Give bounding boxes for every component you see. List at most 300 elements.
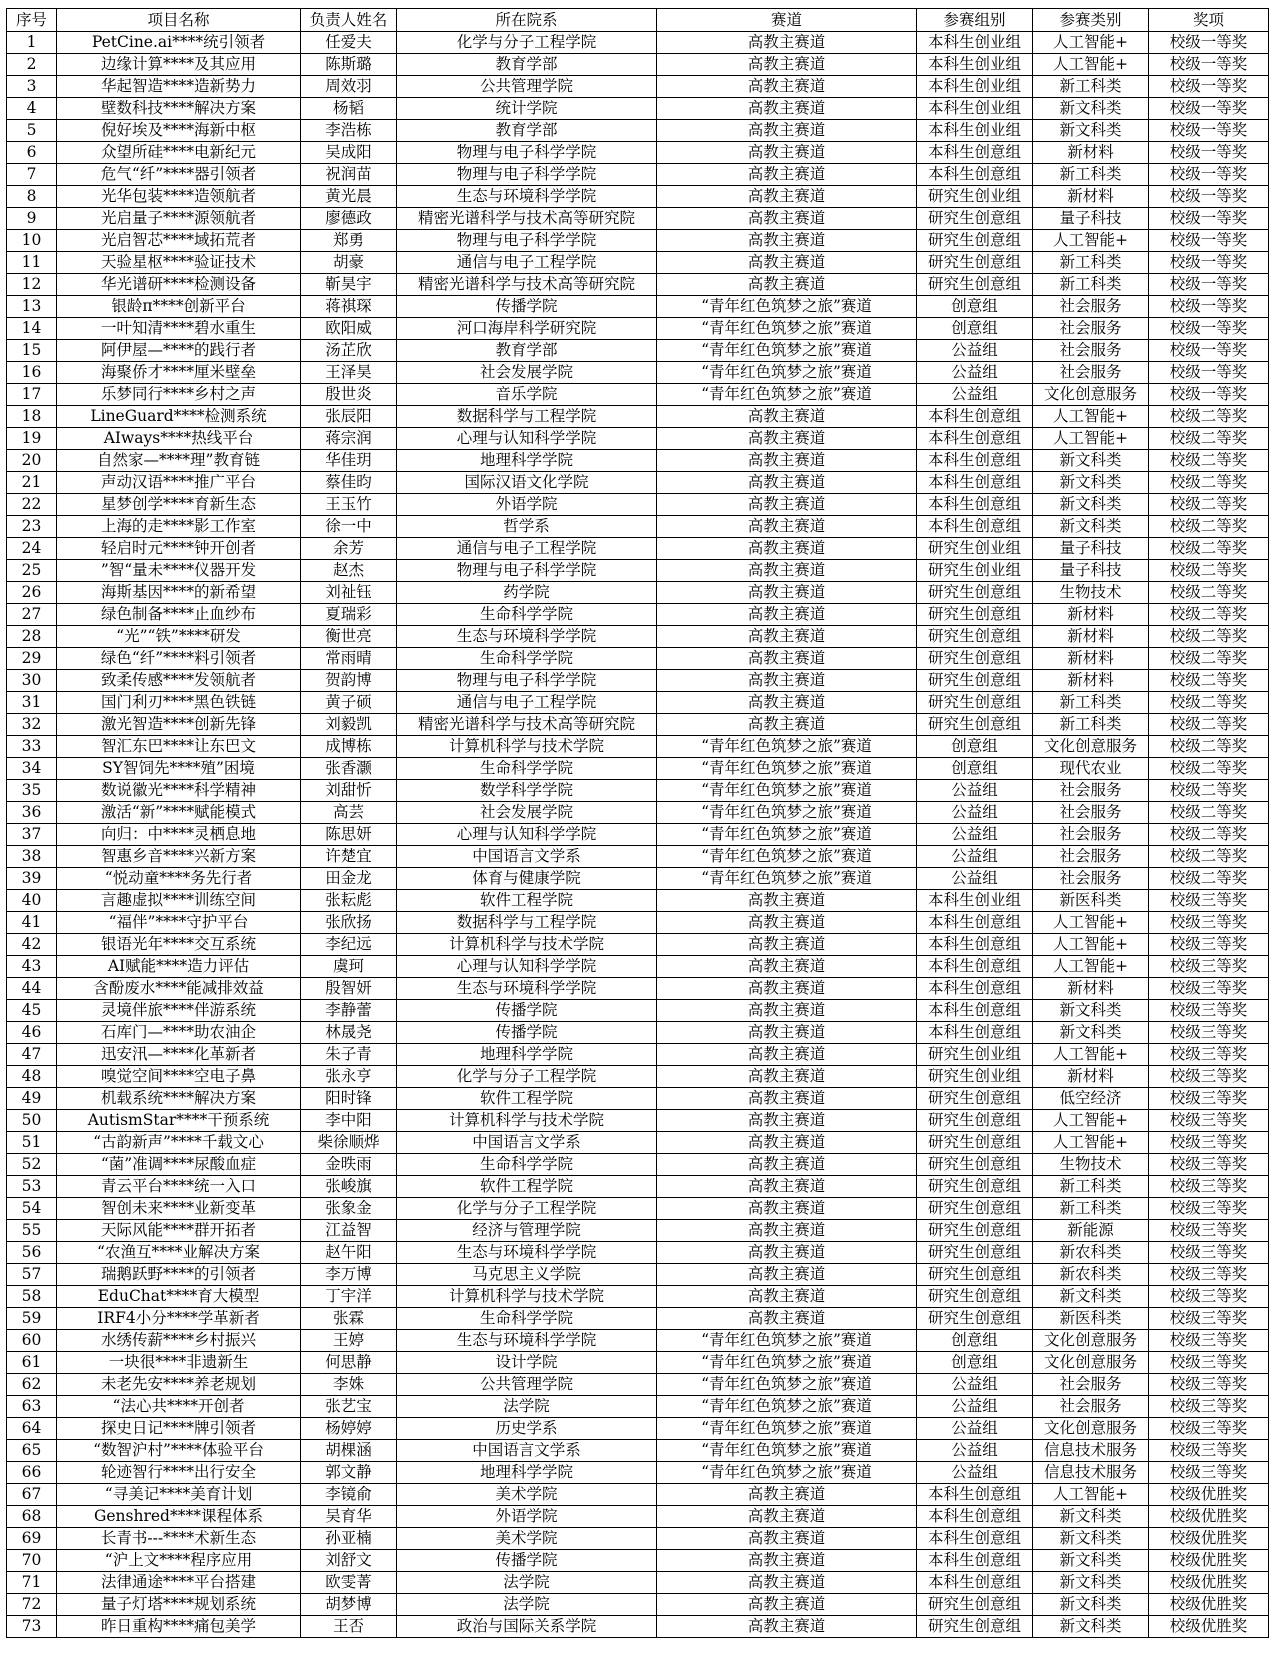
cell-award: 校级二等奖: [1149, 450, 1269, 472]
cell-category: 新材料: [1033, 648, 1149, 670]
cell-department: 美术学院: [397, 1484, 657, 1506]
cell-department: 软件工程学院: [397, 890, 657, 912]
cell-department: 计算机科学与技术学院: [397, 736, 657, 758]
cell-award: 校级一等奖: [1149, 164, 1269, 186]
cell-project-name: PetCine.ai****统引领者: [57, 32, 301, 54]
cell-index: 12: [7, 274, 57, 296]
award-table: [6, 8, 1269, 1638]
cell-group: 公益组: [917, 1440, 1033, 1462]
table-row: [7, 824, 1269, 846]
cell-track: 高教主赛道: [657, 252, 917, 274]
cell-leader: 王婷: [301, 1330, 397, 1352]
cell-index: 66: [7, 1462, 57, 1484]
cell-leader: 蔡佳昀: [301, 472, 397, 494]
cell-project-name: 向归：中****灵栖息地: [57, 824, 301, 846]
cell-group: 研究生创意组: [917, 670, 1033, 692]
cell-group: 研究生创业组: [917, 538, 1033, 560]
cell-index: 6: [7, 142, 57, 164]
cell-project-name: 绿色制备****止血纱布: [57, 604, 301, 626]
cell-award: 校级三等奖: [1149, 1220, 1269, 1242]
table-row: [7, 450, 1269, 472]
cell-group: 公益组: [917, 1374, 1033, 1396]
cell-leader: 李浩栋: [301, 120, 397, 142]
cell-leader: 胡豪: [301, 252, 397, 274]
cell-project-name: 银语光年****交互系统: [57, 934, 301, 956]
cell-leader: 成博栋: [301, 736, 397, 758]
cell-index: 14: [7, 318, 57, 340]
cell-track: 高教主赛道: [657, 1154, 917, 1176]
cell-project-name: 天验星枢****验证技术: [57, 252, 301, 274]
cell-track: 高教主赛道: [657, 934, 917, 956]
cell-group: 本科生创意组: [917, 1528, 1033, 1550]
cell-group: 本科生创意组: [917, 934, 1033, 956]
cell-category: 人工智能+: [1033, 406, 1149, 428]
cell-department: 通信与电子工程学院: [397, 538, 657, 560]
cell-track: 高教主赛道: [657, 274, 917, 296]
cell-leader: 廖德政: [301, 208, 397, 230]
cell-award: 校级二等奖: [1149, 802, 1269, 824]
cell-category: 新文科类: [1033, 1572, 1149, 1594]
cell-award: 校级三等奖: [1149, 1044, 1269, 1066]
cell-index: 69: [7, 1528, 57, 1550]
cell-index: 11: [7, 252, 57, 274]
cell-award: 校级一等奖: [1149, 230, 1269, 252]
table-row: [7, 1616, 1269, 1638]
header-track: 赛道: [657, 9, 917, 32]
table-row: [7, 670, 1269, 692]
cell-leader: 王否: [301, 1616, 397, 1638]
cell-track: “青年红色筑梦之旅”赛道: [657, 824, 917, 846]
cell-project-name: AutismStar****干预系统: [57, 1110, 301, 1132]
cell-track: 高教主赛道: [657, 1528, 917, 1550]
cell-index: 19: [7, 428, 57, 450]
cell-award: 校级一等奖: [1149, 120, 1269, 142]
cell-category: 新工科类: [1033, 692, 1149, 714]
cell-group: 研究生创意组: [917, 604, 1033, 626]
cell-leader: 张耘彪: [301, 890, 397, 912]
cell-project-name: 倪好埃及****海新中枢: [57, 120, 301, 142]
cell-group: 研究生创意组: [917, 1110, 1033, 1132]
cell-group: 本科生创意组: [917, 472, 1033, 494]
cell-project-name: 昨日重构****痛包美学: [57, 1616, 301, 1638]
cell-group: 研究生创业组: [917, 560, 1033, 582]
cell-leader: 林晟尧: [301, 1022, 397, 1044]
cell-category: 文化创意服务: [1033, 1330, 1149, 1352]
cell-leader: 靳昊宇: [301, 274, 397, 296]
table-row: [7, 604, 1269, 626]
table-row: [7, 890, 1269, 912]
cell-track: 高教主赛道: [657, 98, 917, 120]
cell-index: 5: [7, 120, 57, 142]
cell-award: 校级三等奖: [1149, 1066, 1269, 1088]
cell-track: 高教主赛道: [657, 978, 917, 1000]
cell-department: 地理科学学院: [397, 1044, 657, 1066]
cell-project-name: “农渔互****业解决方案: [57, 1242, 301, 1264]
cell-project-name: 机载系统****解决方案: [57, 1088, 301, 1110]
cell-group: 本科生创业组: [917, 54, 1033, 76]
cell-department: 音乐学院: [397, 384, 657, 406]
table-row: [7, 978, 1269, 1000]
cell-award: 校级三等奖: [1149, 1022, 1269, 1044]
cell-category: 社会服务: [1033, 1396, 1149, 1418]
cell-department: 化学与分子工程学院: [397, 1066, 657, 1088]
table-row: [7, 472, 1269, 494]
cell-category: 社会服务: [1033, 846, 1149, 868]
cell-category: 社会服务: [1033, 318, 1149, 340]
table-row: [7, 120, 1269, 142]
cell-category: 新材料: [1033, 604, 1149, 626]
cell-department: 数学科学学院: [397, 780, 657, 802]
cell-award: 校级二等奖: [1149, 428, 1269, 450]
cell-index: 67: [7, 1484, 57, 1506]
cell-category: 新文科类: [1033, 516, 1149, 538]
table-row: [7, 384, 1269, 406]
cell-project-name: 自然家—****理”教育链: [57, 450, 301, 472]
cell-track: 高教主赛道: [657, 670, 917, 692]
cell-group: 研究生创意组: [917, 714, 1033, 736]
cell-track: 高教主赛道: [657, 120, 917, 142]
table-row: [7, 406, 1269, 428]
cell-index: 52: [7, 1154, 57, 1176]
cell-leader: 李静蕾: [301, 1000, 397, 1022]
cell-category: 现代农业: [1033, 758, 1149, 780]
cell-group: 本科生创意组: [917, 1572, 1033, 1594]
cell-award: 校级一等奖: [1149, 318, 1269, 340]
cell-award: 校级二等奖: [1149, 560, 1269, 582]
cell-group: 本科生创意组: [917, 1022, 1033, 1044]
table-row: [7, 494, 1269, 516]
cell-award: 校级三等奖: [1149, 1154, 1269, 1176]
table-row: [7, 1572, 1269, 1594]
cell-index: 22: [7, 494, 57, 516]
cell-award: 校级一等奖: [1149, 362, 1269, 384]
cell-track: 高教主赛道: [657, 692, 917, 714]
cell-department: 软件工程学院: [397, 1088, 657, 1110]
cell-category: 人工智能+: [1033, 1044, 1149, 1066]
cell-track: “青年红色筑梦之旅”赛道: [657, 340, 917, 362]
cell-department: 传播学院: [397, 1022, 657, 1044]
cell-track: 高教主赛道: [657, 54, 917, 76]
cell-index: 65: [7, 1440, 57, 1462]
cell-track: “青年红色筑梦之旅”赛道: [657, 296, 917, 318]
cell-category: 量子科技: [1033, 560, 1149, 582]
header-category: 参赛类别: [1033, 9, 1149, 32]
table-row: [7, 98, 1269, 120]
cell-leader: 赵杰: [301, 560, 397, 582]
cell-award: 校级一等奖: [1149, 296, 1269, 318]
cell-track: 高教主赛道: [657, 230, 917, 252]
cell-track: 高教主赛道: [657, 494, 917, 516]
cell-index: 40: [7, 890, 57, 912]
cell-department: 生命科学学院: [397, 604, 657, 626]
cell-department: 教育学部: [397, 340, 657, 362]
table-row: [7, 208, 1269, 230]
cell-track: 高教主赛道: [657, 450, 917, 472]
cell-leader: 蒋祺琛: [301, 296, 397, 318]
cell-group: 研究生创意组: [917, 208, 1033, 230]
cell-department: 物理与电子科学学院: [397, 230, 657, 252]
cell-track: 高教主赛道: [657, 1132, 917, 1154]
cell-index: 42: [7, 934, 57, 956]
cell-award: 校级三等奖: [1149, 1352, 1269, 1374]
cell-leader: 衡世亮: [301, 626, 397, 648]
cell-award: 校级三等奖: [1149, 1264, 1269, 1286]
table-row: [7, 1132, 1269, 1154]
cell-award: 校级优胜奖: [1149, 1528, 1269, 1550]
cell-group: 本科生创业组: [917, 98, 1033, 120]
cell-department: 中国语言文学系: [397, 1440, 657, 1462]
header-group: 参赛组别: [917, 9, 1033, 32]
cell-category: 生物技术: [1033, 582, 1149, 604]
cell-project-name: 激光智造****创新先锋: [57, 714, 301, 736]
cell-project-name: 上海的走****影工作室: [57, 516, 301, 538]
cell-project-name: 轮迹智行****出行安全: [57, 1462, 301, 1484]
cell-project-name: 青云平台****统一入口: [57, 1176, 301, 1198]
cell-department: 通信与电子工程学院: [397, 252, 657, 274]
cell-leader: 王泽昊: [301, 362, 397, 384]
cell-leader: 刘舒文: [301, 1550, 397, 1572]
cell-leader: 阳时锋: [301, 1088, 397, 1110]
table-row: [7, 538, 1269, 560]
cell-leader: 周效羽: [301, 76, 397, 98]
cell-department: 生命科学学院: [397, 648, 657, 670]
cell-project-name: 边缘计算****及其应用: [57, 54, 301, 76]
cell-award: 校级二等奖: [1149, 494, 1269, 516]
table-row: [7, 1198, 1269, 1220]
cell-category: 社会服务: [1033, 824, 1149, 846]
cell-group: 研究生创意组: [917, 252, 1033, 274]
cell-project-name: LineGuard****检测系统: [57, 406, 301, 428]
cell-project-name: “寻美记****美育计划: [57, 1484, 301, 1506]
cell-index: 63: [7, 1396, 57, 1418]
cell-index: 62: [7, 1374, 57, 1396]
cell-award: 校级二等奖: [1149, 758, 1269, 780]
cell-group: 创意组: [917, 296, 1033, 318]
cell-project-name: 天际风能****群开拓者: [57, 1220, 301, 1242]
cell-department: 化学与分子工程学院: [397, 32, 657, 54]
cell-project-name: 光启智芯****域拓荒者: [57, 230, 301, 252]
cell-award: 校级优胜奖: [1149, 1616, 1269, 1638]
cell-award: 校级三等奖: [1149, 912, 1269, 934]
cell-award: 校级一等奖: [1149, 274, 1269, 296]
cell-category: 社会服务: [1033, 868, 1149, 890]
table-row: [7, 1440, 1269, 1462]
cell-leader: 贺韵博: [301, 670, 397, 692]
cell-group: 研究生创意组: [917, 230, 1033, 252]
cell-group: 本科生创意组: [917, 1484, 1033, 1506]
cell-project-name: 数说徽光****科学精神: [57, 780, 301, 802]
table-row: [7, 1242, 1269, 1264]
cell-award: 校级二等奖: [1149, 692, 1269, 714]
header-project-name: 项目名称: [57, 9, 301, 32]
cell-track: 高教主赛道: [657, 186, 917, 208]
cell-project-name: “法心共****开创者: [57, 1396, 301, 1418]
table-row: [7, 318, 1269, 340]
cell-group: 研究生创意组: [917, 648, 1033, 670]
table-row: [7, 76, 1269, 98]
cell-category: 人工智能+: [1033, 956, 1149, 978]
cell-track: “青年红色筑梦之旅”赛道: [657, 802, 917, 824]
cell-category: 新材料: [1033, 1066, 1149, 1088]
cell-leader: 殷智妍: [301, 978, 397, 1000]
table-header: [7, 9, 1269, 32]
cell-department: 计算机科学与技术学院: [397, 1110, 657, 1132]
cell-project-name: “沪上文****程序应用: [57, 1550, 301, 1572]
cell-index: 27: [7, 604, 57, 626]
cell-department: 中国语言文学系: [397, 846, 657, 868]
cell-project-name: 激活“新”****赋能模式: [57, 802, 301, 824]
cell-project-name: 石库门—****助农油企: [57, 1022, 301, 1044]
cell-index: 34: [7, 758, 57, 780]
cell-track: 高教主赛道: [657, 912, 917, 934]
cell-department: 外语学院: [397, 1506, 657, 1528]
cell-project-name: “光”“铁”****研发: [57, 626, 301, 648]
cell-index: 73: [7, 1616, 57, 1638]
cell-group: 本科生创意组: [917, 956, 1033, 978]
cell-index: 16: [7, 362, 57, 384]
cell-group: 本科生创意组: [917, 428, 1033, 450]
cell-track: 高教主赛道: [657, 1308, 917, 1330]
cell-department: 心理与认知科学学院: [397, 824, 657, 846]
cell-project-name: Genshred****课程体系: [57, 1506, 301, 1528]
cell-project-name: AI赋能****造力评估: [57, 956, 301, 978]
cell-category: 新材料: [1033, 670, 1149, 692]
cell-index: 57: [7, 1264, 57, 1286]
cell-award: 校级一等奖: [1149, 54, 1269, 76]
cell-department: 法学院: [397, 1396, 657, 1418]
cell-track: 高教主赛道: [657, 1110, 917, 1132]
cell-track: 高教主赛道: [657, 560, 917, 582]
table-row: [7, 560, 1269, 582]
table-row: [7, 1528, 1269, 1550]
table-row: [7, 1286, 1269, 1308]
cell-track: 高教主赛道: [657, 1616, 917, 1638]
table-row: [7, 802, 1269, 824]
cell-department: 生命科学学院: [397, 1308, 657, 1330]
cell-category: 新文科类: [1033, 120, 1149, 142]
cell-award: 校级三等奖: [1149, 1110, 1269, 1132]
cell-department: 软件工程学院: [397, 1176, 657, 1198]
cell-track: 高教主赛道: [657, 890, 917, 912]
cell-track: “青年红色筑梦之旅”赛道: [657, 1396, 917, 1418]
cell-group: 本科生创意组: [917, 912, 1033, 934]
cell-category: 新文科类: [1033, 1594, 1149, 1616]
cell-award: 校级三等奖: [1149, 1198, 1269, 1220]
cell-index: 47: [7, 1044, 57, 1066]
cell-category: 文化创意服务: [1033, 1352, 1149, 1374]
table-row: [7, 758, 1269, 780]
cell-group: 本科生创意组: [917, 978, 1033, 1000]
cell-group: 公益组: [917, 384, 1033, 406]
cell-track: 高教主赛道: [657, 428, 917, 450]
cell-index: 48: [7, 1066, 57, 1088]
cell-category: 新能源: [1033, 1220, 1149, 1242]
cell-track: 高教主赛道: [657, 406, 917, 428]
table-row: [7, 296, 1269, 318]
cell-award: 校级二等奖: [1149, 868, 1269, 890]
cell-project-name: 声动汉语****推广平台: [57, 472, 301, 494]
cell-group: 公益组: [917, 362, 1033, 384]
table-row: [7, 1022, 1269, 1044]
cell-group: 本科生创业组: [917, 120, 1033, 142]
cell-department: 国际汉语文化学院: [397, 472, 657, 494]
table-row: [7, 780, 1269, 802]
cell-project-name: 智汇东巴****让东巴文: [57, 736, 301, 758]
table-row: [7, 1066, 1269, 1088]
cell-department: 中国语言文学系: [397, 1132, 657, 1154]
cell-leader: 郑勇: [301, 230, 397, 252]
cell-track: “青年红色筑梦之旅”赛道: [657, 318, 917, 340]
cell-group: 本科生创意组: [917, 142, 1033, 164]
cell-group: 本科生创业组: [917, 890, 1033, 912]
cell-group: 本科生创意组: [917, 450, 1033, 472]
cell-group: 公益组: [917, 1396, 1033, 1418]
cell-project-name: 灵境伴旅****伴游系统: [57, 1000, 301, 1022]
cell-department: 物理与电子科学学院: [397, 142, 657, 164]
cell-leader: 陈思妍: [301, 824, 397, 846]
table-row: [7, 1176, 1269, 1198]
cell-leader: 刘祉钰: [301, 582, 397, 604]
cell-leader: 张永亨: [301, 1066, 397, 1088]
cell-group: 本科生创意组: [917, 406, 1033, 428]
cell-index: 36: [7, 802, 57, 824]
cell-track: 高教主赛道: [657, 714, 917, 736]
cell-category: 新文科类: [1033, 450, 1149, 472]
table-row: [7, 736, 1269, 758]
cell-group: 研究生创意组: [917, 582, 1033, 604]
cell-leader: 欧雯菁: [301, 1572, 397, 1594]
cell-index: 39: [7, 868, 57, 890]
cell-leader: 江益智: [301, 1220, 397, 1242]
cell-index: 20: [7, 450, 57, 472]
cell-group: 研究生创意组: [917, 1088, 1033, 1110]
cell-leader: 胡棵涵: [301, 1440, 397, 1462]
cell-leader: 刘毅凯: [301, 714, 397, 736]
cell-department: 物理与电子科学学院: [397, 560, 657, 582]
cell-category: 文化创意服务: [1033, 1418, 1149, 1440]
cell-department: 精密光谱科学与技术高等研究院: [397, 208, 657, 230]
table-row: [7, 912, 1269, 934]
cell-group: 本科生创意组: [917, 164, 1033, 186]
cell-index: 18: [7, 406, 57, 428]
cell-project-name: 银龄π****创新平台: [57, 296, 301, 318]
cell-award: 校级三等奖: [1149, 1440, 1269, 1462]
cell-leader: 张霖: [301, 1308, 397, 1330]
cell-category: 新工科类: [1033, 274, 1149, 296]
cell-group: 本科生创意组: [917, 516, 1033, 538]
cell-index: 24: [7, 538, 57, 560]
cell-group: 公益组: [917, 1462, 1033, 1484]
cell-category: 量子科技: [1033, 208, 1149, 230]
table-row: [7, 340, 1269, 362]
cell-project-name: 华光谱研****检测设备: [57, 274, 301, 296]
cell-project-name: “菌”准调****尿酸血症: [57, 1154, 301, 1176]
cell-award: 校级一等奖: [1149, 142, 1269, 164]
cell-award: 校级二等奖: [1149, 604, 1269, 626]
cell-leader: 田金龙: [301, 868, 397, 890]
cell-leader: 欧阳威: [301, 318, 397, 340]
cell-leader: 陈斯璐: [301, 54, 397, 76]
cell-index: 41: [7, 912, 57, 934]
cell-award: 校级一等奖: [1149, 98, 1269, 120]
cell-project-name: 智创未来****业新变革: [57, 1198, 301, 1220]
cell-group: 研究生创业组: [917, 1066, 1033, 1088]
cell-department: 物理与电子科学学院: [397, 670, 657, 692]
cell-award: 校级二等奖: [1149, 670, 1269, 692]
cell-project-name: 危气“纤”****器引领者: [57, 164, 301, 186]
cell-category: 人工智能+: [1033, 912, 1149, 934]
cell-track: 高教主赛道: [657, 538, 917, 560]
